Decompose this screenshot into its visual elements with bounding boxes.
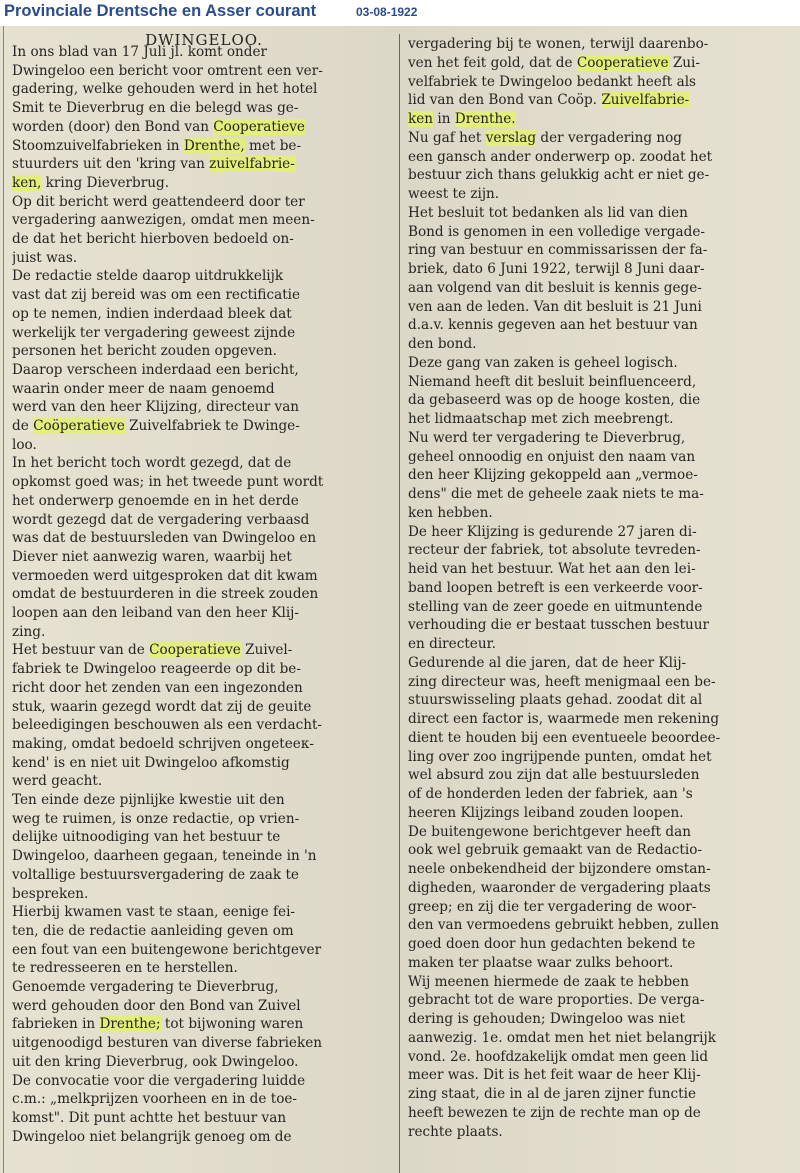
text-segment: ring van bestuur en commissarissen der fa- xyxy=(408,242,708,259)
text-segment: voltallige bestuursvergadering de zaak te xyxy=(12,866,299,883)
text-segment: lid van den Bond van Coöp. xyxy=(408,92,602,109)
text-segment: vast dat zij bereid was om een rectificatie xyxy=(12,287,301,304)
text-segment: Het bestuur van de xyxy=(12,642,150,659)
highlighted-term: Zuivelfabrie- xyxy=(601,92,690,109)
text-segment: Niemand heeft dit besluit beinfluenceerd, xyxy=(408,373,697,390)
text-segment: Diever niet aanwezig waren, waarbij het xyxy=(12,548,292,565)
text-segment: Deze gang van zaken is geheel logisch. xyxy=(408,354,678,371)
text-segment: worden (door) den Bond van xyxy=(12,118,214,135)
text-segment: dens" die met de geheele zaak niets te ma- xyxy=(408,486,704,502)
text-segment: werkelijk ter vergadering geweest zijnde xyxy=(12,324,296,341)
text-segment: te redresseeren en te herstellen. xyxy=(12,960,238,977)
text-segment: Smit te Dieverbrug en die belegd was ge- xyxy=(12,100,299,117)
newspaper-title: Provinciale Drentsche en Asser courant xyxy=(4,2,317,20)
text-segment: Gedurende al die jaren, dat de heer Klij- xyxy=(408,654,687,671)
text-segment: stuurswisseling plaats gehad. zoodat dit al xyxy=(408,692,703,709)
text-segment: juist was. xyxy=(12,249,78,266)
text-segment: goed doen door hun gedachten bekend te xyxy=(408,936,696,952)
text-segment: zing staat, die in al de jaren zijner functie xyxy=(408,1086,697,1102)
text-segment: Bond is genomen in een volledige vergade- xyxy=(408,223,705,240)
text-segment: een fout van een buitengewone berichtgever xyxy=(12,941,322,958)
text-segment: da gebaseerd was op de hooge kosten, die xyxy=(408,392,701,409)
text-segment: uitgenoodigd besturen van diverse fabrieken xyxy=(12,1035,323,1052)
text-segment: Zuivel- xyxy=(240,642,293,659)
text-line xyxy=(12,1127,396,1148)
text-segment: verhouding die er bestaat tusschen bestuur xyxy=(408,617,710,634)
text-segment: vergadering bij te wonen, terwijl daarenbo- xyxy=(408,36,709,52)
text-segment: werd van den heer Klijzing, directeur van xyxy=(12,399,300,416)
text-segment: Dwingeloo, daarheen gegaan, teneinde in 'n xyxy=(12,848,317,865)
text-segment: c.m.: „melkprijzen voorheen en in de toe- xyxy=(12,1091,298,1108)
text-segment: werd gehouden door den Bond van Zuivel xyxy=(12,997,301,1014)
text-segment: De redactie stelde daarop uitdrukkelijk xyxy=(12,268,284,285)
text-segment: gadering, welke gehouden werd in het hotel xyxy=(12,81,318,98)
text-segment: Het besluit tot bedanken als lid van dien xyxy=(408,204,688,221)
text-segment: ook wel gebruik gemaakt van de Redactio- xyxy=(408,842,702,859)
highlighted-term: Drenthe; xyxy=(99,1016,161,1033)
highlighted-term: verslag xyxy=(485,129,537,146)
highlighted-term: Coöperatieve xyxy=(33,418,125,434)
highlighted-term: Cooperatieve xyxy=(576,54,669,71)
text-segment: kend' is en niet uit Dwingeloo afkomstig xyxy=(12,754,290,771)
text-segment: op te nemen, indien inderdaad bleek dat xyxy=(12,305,292,322)
text-segment: vermoeden werd uitgesproken dat dit kwam xyxy=(12,567,318,584)
text-segment: ten, die de redactie aanleiding geven om xyxy=(12,922,294,939)
text-segment: ven aan de leden. Van dit besluit is 21 Juni xyxy=(408,298,702,315)
text-segment: Daarop verscheen inderdaad een bericht, xyxy=(12,361,299,378)
text-segment: rechte plaats. xyxy=(408,1123,503,1140)
highlighted-term: Cooperatieve xyxy=(213,118,305,135)
text-segment: geheel onnoodig en onjuist den naam van xyxy=(408,448,696,465)
text-segment: direct een factor is, waarmede men rekening xyxy=(408,711,720,727)
text-segment: loo. xyxy=(12,436,37,453)
text-segment: der vergadering nog xyxy=(536,129,683,146)
highlighted-term: ken xyxy=(408,111,434,127)
text-segment: de dat het bericht hierboven bedoeld on- xyxy=(12,231,294,247)
text-segment: wordt gezegd dat de vergadering verbaasd xyxy=(12,511,310,528)
text-segment: zing. xyxy=(12,623,46,640)
text-segment: Stoomzuivelfabrieken in xyxy=(12,137,184,154)
text-segment: In ons blad van 17 Juli jl. komt onder xyxy=(12,44,268,60)
text-segment: kring Dieverbrug. xyxy=(41,174,170,191)
text-segment: De heer Klijzing is gedurende 27 jaren di- xyxy=(408,523,697,540)
text-segment: recteur der fabriek, tot absolute tevreden- xyxy=(408,542,701,559)
text-segment: heeft bewezen te zijn de rechte man op de xyxy=(408,1104,701,1121)
text-segment: bestuur zich thans gelukkig acht er niet ge- xyxy=(408,167,710,184)
text-segment: Wij meenen hiermede de zaak te hebben xyxy=(408,973,689,990)
text-segment: Hierbij kwamen vast te staan, eenige fei- xyxy=(12,904,296,921)
text-segment: weg te ruimen, is onze redactie, op vrien- xyxy=(12,810,300,827)
text-segment: den van vermoedens gebruikt hebben, zullen xyxy=(408,917,719,934)
text-segment: beleedigingen beschouwen als een verdacht- xyxy=(12,717,323,734)
text-segment: ling over zoo ingrijpende punten, omdat het xyxy=(408,748,712,765)
text-segment: In het bericht toch wordt gezegd, dat de xyxy=(12,455,292,472)
article-title: DWINGELOO. xyxy=(145,31,263,49)
column-divider xyxy=(399,34,400,1173)
text-segment: Nu gaf het xyxy=(408,129,486,146)
archive-header xyxy=(0,0,800,26)
text-segment: De convocatie voor die vergadering luidde xyxy=(12,1072,306,1089)
text-segment: personen het bericht zouden opgeven. xyxy=(12,343,277,360)
text-segment: Zuivelfabriek te Dwinge- xyxy=(124,418,300,434)
text-line xyxy=(408,1122,792,1143)
text-segment: stuurders uit den 'kring van xyxy=(12,156,210,173)
text-segment: meer was. Dit is het feit waar de heer Klij- xyxy=(408,1067,701,1084)
text-segment: fabrieken in xyxy=(12,1016,100,1033)
text-segment: gebracht tot de ware proporties. De verga- xyxy=(408,992,705,1009)
text-segment: vergadering aanwezigen, omdat men meen- xyxy=(12,212,315,229)
highlighted-term: ken, xyxy=(12,174,42,191)
text-segment: ven het feit gold, dat de xyxy=(408,54,577,71)
text-segment: dering is gehouden; Dwingeloo was niet xyxy=(408,1011,685,1027)
text-segment: aanwezig. 1e. omdat men het niet belangrijk xyxy=(408,1029,716,1046)
text-segment: Genoemde vergadering te Dieverbrug, xyxy=(12,979,279,995)
text-segment: briek, dato 6 Juni 1922, terwijl 8 Juni daar- xyxy=(408,261,705,277)
text-segment: was dat de bestuursleden van Dwingeloo en xyxy=(12,530,317,547)
text-segment: d.a.v. kennis gegeven aan het bestuur van xyxy=(408,317,698,334)
text-segment: Nu werd ter vergadering te Dieverbrug, xyxy=(408,429,686,446)
text-segment: velfabriek te Dwingeloo bedankt heeft als xyxy=(408,73,697,90)
text-segment: werd geacht. xyxy=(12,773,103,790)
text-segment: den heer Klijzing gekoppeld aan „vermoe- xyxy=(408,467,698,484)
text-segment: Zui- xyxy=(668,54,700,71)
text-segment: en directeur. xyxy=(408,636,496,652)
text-segment: band loopen betreft is een verkeerde voor- xyxy=(408,579,703,596)
text-segment: greep; en zij die ter vergadering de woor- xyxy=(408,898,697,915)
text-segment: aan volgend van dit besluit is kennis gege- xyxy=(408,279,702,296)
text-segment: waarin onder meer de naam genoemd xyxy=(12,380,275,397)
text-segment: delijke uitnoodiging van het bestuur te xyxy=(12,829,281,846)
text-segment: Ten einde deze pijnlijke kwestie uit den xyxy=(12,792,285,808)
text-segment: of de honderden leden der fabriek, aan 's xyxy=(408,786,693,802)
text-segment: opkomst goed was; in het tweede punt wordt xyxy=(12,474,324,491)
text-segment: vond. 2e. hoofdzakelijk omdat men geen lid xyxy=(408,1048,709,1065)
text-segment: fabriek te Dwingeloo reageerde op dit be- xyxy=(12,661,301,678)
text-segment: stelling van de zeer goede en uitmuntende xyxy=(408,598,703,615)
scan-left-border xyxy=(3,26,4,1173)
text-segment: komst". Dit punt achtte het bestuur van xyxy=(12,1109,287,1126)
text-segment: stuk, waarin gezegd wordt dat zij de geuite xyxy=(12,698,312,715)
text-segment: zing directeur was, heeft menigmaal een be- xyxy=(408,673,716,690)
highlighted-term: Cooperatieve xyxy=(149,642,241,659)
text-segment: ken hebben. xyxy=(408,504,493,521)
text-segment: bespreken. xyxy=(12,885,89,902)
text-segment: in xyxy=(433,111,455,127)
text-segment: Dwingeloo niet belangrijk genoeg om de xyxy=(12,1128,292,1145)
text-segment: het lidmaatschap met zich meebrengt. xyxy=(408,411,674,427)
text-segment: Dwingeloo een bericht voor omtrent een ver- xyxy=(12,62,323,79)
text-segment: de xyxy=(12,418,34,434)
text-segment: making, omdat bedoeld schrijven ongeteeк- xyxy=(12,735,314,752)
text-segment: loopen aan den leiband van den heer Klij- xyxy=(12,605,299,621)
text-segment: omdat de bestuurderen in die streek zouden xyxy=(12,586,319,603)
text-segment: De buitengewone berichtgever heeft dan xyxy=(408,823,691,840)
publication-date: 03-08-1922 xyxy=(356,5,418,19)
text-segment: een gansch ander onderwerp op. zoodat het xyxy=(408,148,713,165)
highlighted-term: Drenthe. xyxy=(454,111,516,127)
text-segment: uit den kring Dieverbrug, ook Dwingeloo. xyxy=(12,1053,299,1070)
text-segment: heeren Klijzings leiband zouden loopen. xyxy=(408,804,684,821)
text-segment: dient te houden bij een eventueele beoordee- xyxy=(408,729,721,746)
text-segment: neele onbekendheid der bijzondere omstan- xyxy=(408,861,711,877)
text-segment: richt door het zenden van een ingezonden xyxy=(12,679,303,696)
highlighted-term: Drenthe, xyxy=(183,137,245,154)
text-segment: den bond. xyxy=(408,336,477,352)
text-segment: maken ter plaatse waar zulks behoort. xyxy=(408,954,674,971)
text-segment: digheden, waaronder de vergadering plaats xyxy=(408,879,711,896)
newspaper-scan xyxy=(0,26,800,1173)
text-segment: tot bijwoning waren xyxy=(160,1016,304,1033)
text-segment: met be- xyxy=(244,137,302,154)
text-segment: het onderwerp genoemde en in het derde xyxy=(12,492,299,509)
text-segment: Op dit bericht werd geattendeerd door ter xyxy=(12,193,305,210)
text-segment: heid van het bestuur. Wat het aan den lei- xyxy=(408,561,696,577)
text-segment: weest te zijn. xyxy=(408,186,500,202)
text-segment: wel absurd zou zijn dat alle bestuursleden xyxy=(408,767,700,784)
highlighted-term: zuivelfabrie- xyxy=(209,156,295,173)
